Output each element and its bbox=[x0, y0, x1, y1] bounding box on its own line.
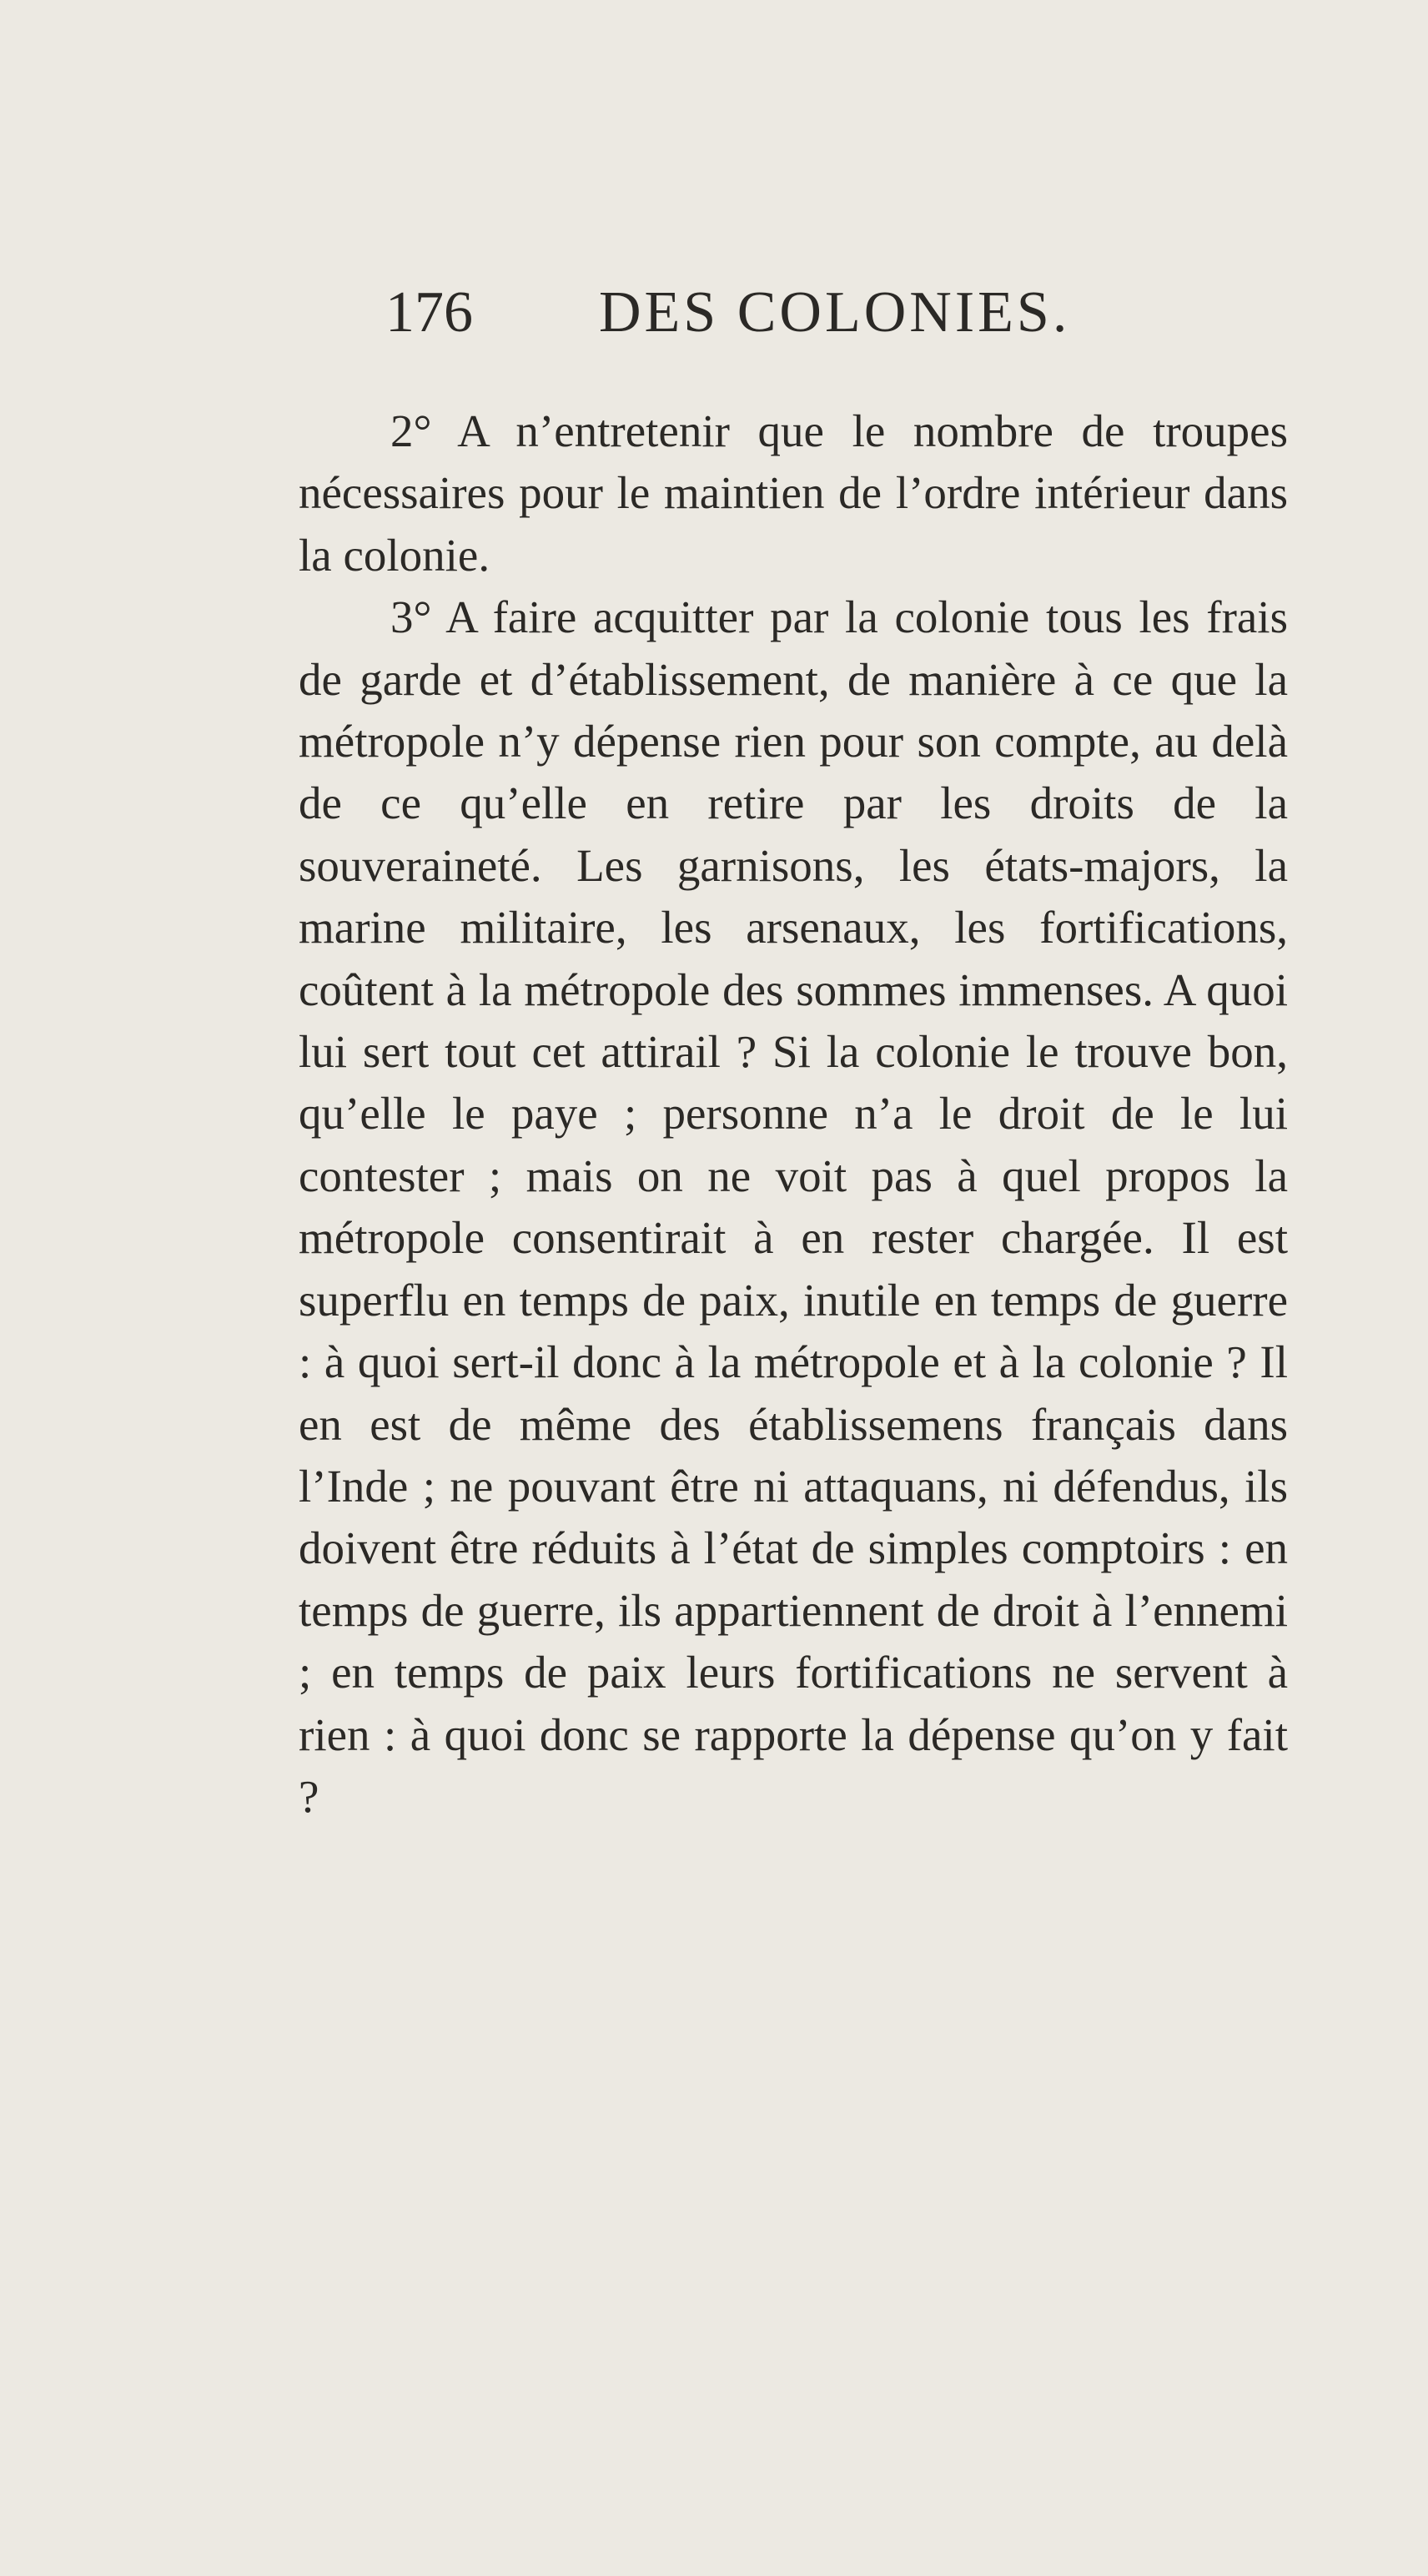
running-title: DES COLONIES. bbox=[599, 280, 1071, 345]
running-head bbox=[355, 267, 1139, 359]
paragraph-item-3: 3° A faire acquitter par la colonie tous les frais de garde et d’établissement, de manière à ce que la métropole n’y dépense rien pour son compte, au delà de ce qu’elle en retire par les droits de la souveraineté. Les garnisons, les états-majors, la marine militaire, les arsenaux, les fortifications, coûtent à la métropole des sommes immenses. A quoi lui sert tout cet attirail ? Si la colonie le trouve bon, qu’elle le paye ; personne n’a le droit de le lui contester ; mais on ne voit pas à quel propos la métropole consentirait à en rester chargée. Il est superflu en temps de paix, inutile en temps de guerre : à quoi sert-il donc à la métropole et à la colonie ? Il en est de même des établissemens français dans l’Inde ; ne pouvant être ni attaquans, ni défendus, ils doivent être réduits à l’état de simples comptoirs : en temps de guerre, ils appartiennent de droit à l’ennemi ; en temps de paix leurs fortifications ne servent à rien : à quoi donc se rapporte la dépense qu’on y fait ? bbox=[299, 591, 1288, 1822]
page-number: 176 bbox=[385, 280, 473, 345]
paragraph-item-2: 2° A n’entretenir que le nombre de troupes nécessaires pour le maintien de l’ordre intérieur dans la colonie. bbox=[299, 405, 1288, 581]
body-text bbox=[299, 400, 1288, 1828]
